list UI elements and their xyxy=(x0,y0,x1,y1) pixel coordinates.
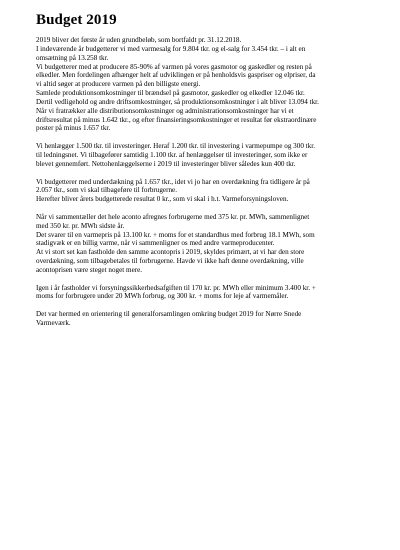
paragraph-line: Dertil vedligehold og andre driftsomkostninger, så produktionsomkostninger i alt bliver 13.094 tkr. xyxy=(36,97,319,106)
paragraph-line: overdækning, som tilbagebetales til forbrugerne. Havde vi ikke haft denne overdækning, ville xyxy=(36,257,304,266)
paragraph-line: Herefter bliver årets budgetterede resultat 0 kr., som vi skal i h.t. Varmeforsyningsloven. xyxy=(36,195,289,204)
paragraph xyxy=(36,36,368,133)
paragraph-line: I indeværende år budgetterer vi med varmesalg for 9.804 tkr. og el-salg for 3.454 tkr. – i alt en xyxy=(36,44,306,53)
paragraph xyxy=(36,213,368,275)
paragraph-container xyxy=(36,36,368,328)
paragraph-line: 2019 bliver det første år uden grundbeløb, som bortfaldt pr. 31.12.2018. xyxy=(36,36,242,44)
paragraph-line: med 350 kr. pr. MWh sidste år. xyxy=(36,221,125,230)
paragraph-line: stadigvæk er en billig varme, når vi sammenligner os med andre varmeproducenter. xyxy=(36,239,275,248)
paragraph-line: Det var hermed en orientering til generalforsamlingen omkring budget 2019 for Nørre Snede xyxy=(36,310,302,319)
paragraph-line: Samlede produktionsomkostninger til brændsel på gasmotor, gaskedler og elkedler 12.046 tkr. xyxy=(36,89,305,98)
paragraph-line: omsætning på 13.258 tkr. xyxy=(36,53,109,62)
paragraph-line: Vi henlægger 1.500 tkr. til investeringer. Heraf 1.200 tkr. til investering i varmepumpe og 300 tkr. xyxy=(36,142,315,151)
paragraph xyxy=(36,310,368,328)
document-body xyxy=(36,12,368,337)
document-title: Budget 2019 xyxy=(36,12,117,28)
paragraph-line: Det svarer til en varmepris på 13.100 kr. + moms for et standardhus med forbrug 18.1 MWh, som xyxy=(36,230,315,239)
paragraph-line: vi altid søger at producere varmen på den billigste energi. xyxy=(36,80,201,89)
paragraph-line: driftsresultat på minus 1.642 tkr., og efter finansieringsomkostninger et resultat før ekstraordinære xyxy=(36,115,317,124)
paragraph-line: 2.057 tkr., som vi skal tilbageføre til forbrugerne. xyxy=(36,186,177,195)
paragraph xyxy=(36,284,368,302)
paragraph-line: Når vi fratrækker alle distributionsomkostninger og administrationsomkostninger har vi et xyxy=(36,106,294,115)
paragraph xyxy=(36,178,368,205)
paragraph-line: Igen i år fastholder vi forsyningssikkerhedsafgiften til 170 kr. pr. MWh eller minimum 3.400 kr. + xyxy=(36,283,316,292)
paragraph xyxy=(36,142,368,169)
paragraph-line: At vi stort set kan fastholde den samme acontopris i 2019, skyldes primært, at vi har den store xyxy=(36,248,305,257)
paragraph-line: acontoprisen være steget noget mere. xyxy=(36,265,143,274)
paragraph-line: Varmeværk. xyxy=(36,319,71,327)
paragraph-line: moms for forbrugere under 20 MWh forbrug, og 300 kr. + moms for leje af varmemåler. xyxy=(36,292,289,301)
paragraph-line: til ledningsnet. Vi tilbagefører samtidig 1.100 tkr. af henlæggelser til investeringer, som ikke er xyxy=(36,150,308,159)
paragraph-line: Vi budgetterer med underdækning på 1.657 tkr., idet vi jo har en overdækning fra tidligere år på xyxy=(36,177,310,186)
paragraph-line: blevet gennemført. Nettohenlæggelserne i 2019 til investeringer bliver således kun 400 tkr. xyxy=(36,159,296,168)
paragraph-line: poster på minus 1.657 tkr. xyxy=(36,124,111,133)
paragraph-line: Når vi sammentæller det hele aconto afregnes forbrugerne med 375 kr. pr. MWh, sammenlignet xyxy=(36,212,310,221)
paragraph-line: Vi budgetterer med at producere 85-90% af varmen på vores gasmotor og gaskedler og resten på xyxy=(36,62,312,71)
paragraph-line: elkedler. Men fordelingen afhænger helt af udviklingen er på henholdsvis gaspriser og elpriser, da xyxy=(36,71,316,80)
